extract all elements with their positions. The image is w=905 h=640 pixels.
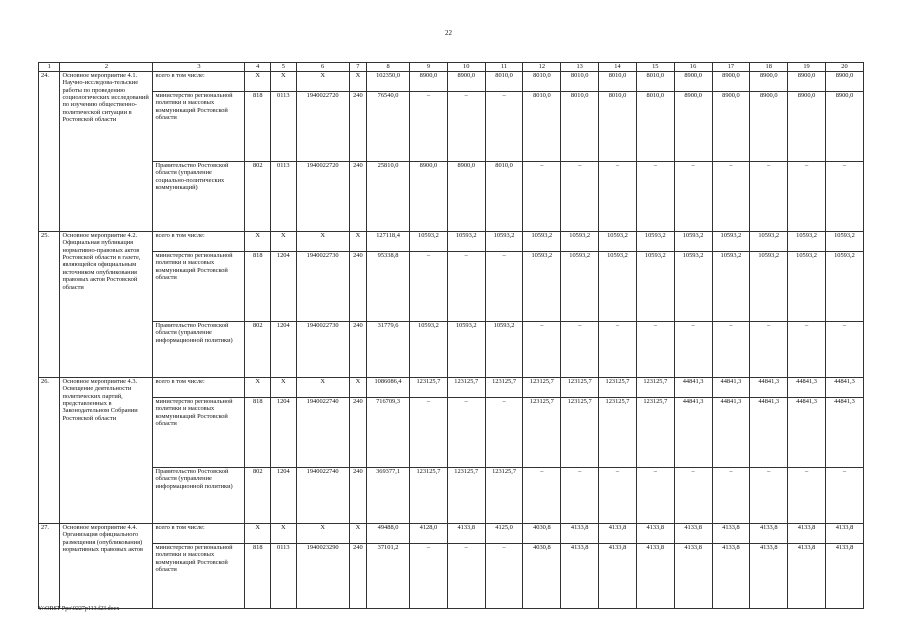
section-code: X [271, 378, 297, 398]
year-amount: 123125,7 [636, 398, 674, 468]
year-amount: – [447, 398, 485, 468]
column-number: 17 [712, 63, 750, 72]
table-row [39, 378, 864, 398]
measure-number: 25. [39, 232, 60, 378]
executor-cell: министерство региональной политики и массовых коммуникаций Ростовской области [153, 92, 245, 162]
year-amount: 8900,0 [674, 92, 712, 162]
year-amount: 4133,8 [674, 544, 712, 609]
column-number: 11 [485, 63, 523, 72]
year-amount: 123125,7 [599, 378, 637, 398]
year-amount: – [599, 322, 637, 378]
year-amount: 8900,0 [788, 72, 826, 92]
year-amount: 10593,2 [523, 252, 561, 322]
year-amount: – [410, 544, 448, 609]
column-number: 4 [245, 63, 271, 72]
year-amount: – [561, 468, 599, 524]
year-amount: 10593,2 [561, 252, 599, 322]
year-amount: 4133,8 [825, 544, 863, 609]
year-amount: 10593,2 [750, 232, 788, 252]
column-number: 3 [153, 63, 245, 72]
total-amount: 102350,0 [367, 72, 410, 92]
year-amount: 8900,0 [447, 72, 485, 92]
grbs-code: 802 [245, 322, 271, 378]
grbs-code: X [245, 232, 271, 252]
column-number: 12 [523, 63, 561, 72]
year-amount: 8010,0 [485, 162, 523, 232]
year-amount: – [750, 322, 788, 378]
year-amount: 8900,0 [712, 72, 750, 92]
expense-type-code: 240 [349, 544, 366, 609]
year-amount: 4133,8 [447, 524, 485, 544]
measure-name: Основное мероприятие 4.3. Освещение деятельности политических партий, представленных в Законодательном Собрании Ростовской области [60, 378, 153, 524]
year-amount: 8010,0 [561, 72, 599, 92]
grbs-code: X [245, 378, 271, 398]
year-amount: – [523, 468, 561, 524]
year-amount: 4133,8 [750, 524, 788, 544]
executor-cell: министерство региональной политики и массовых коммуникаций Ростовской области [153, 398, 245, 468]
year-amount: 10593,2 [712, 252, 750, 322]
table-row [39, 544, 864, 609]
expense-type-code: X [349, 232, 366, 252]
year-amount: – [674, 322, 712, 378]
year-amount: – [410, 92, 448, 162]
grbs-code: 802 [245, 468, 271, 524]
year-amount: 4133,8 [750, 544, 788, 609]
year-amount: 8010,0 [561, 92, 599, 162]
year-amount: – [788, 468, 826, 524]
expense-type-code: X [349, 378, 366, 398]
total-amount: 25810,0 [367, 162, 410, 232]
year-amount: 123125,7 [447, 468, 485, 524]
column-number: 19 [788, 63, 826, 72]
grbs-code: 802 [245, 162, 271, 232]
year-amount: – [712, 322, 750, 378]
year-amount: – [561, 162, 599, 232]
year-amount: 8900,0 [750, 92, 788, 162]
year-amount: 8900,0 [825, 72, 863, 92]
year-amount: – [447, 92, 485, 162]
year-amount: – [447, 252, 485, 322]
year-amount: 4133,8 [636, 524, 674, 544]
total-amount: 37101,2 [367, 544, 410, 609]
year-amount: 44841,3 [674, 378, 712, 398]
year-amount: 8010,0 [636, 72, 674, 92]
year-amount: – [674, 468, 712, 524]
year-amount: 10593,2 [447, 232, 485, 252]
year-amount: 44841,3 [825, 378, 863, 398]
year-amount: 123125,7 [523, 378, 561, 398]
year-amount: – [410, 252, 448, 322]
section-code: 1204 [271, 322, 297, 378]
column-number: 15 [636, 63, 674, 72]
target-article-code: 1940022730 [296, 252, 349, 322]
year-amount: 10593,2 [485, 232, 523, 252]
expense-type-code: 240 [349, 468, 366, 524]
year-amount: – [410, 398, 448, 468]
section-code: 1204 [271, 398, 297, 468]
year-amount: – [636, 162, 674, 232]
year-amount: 4133,8 [825, 524, 863, 544]
year-amount: 4030,8 [523, 524, 561, 544]
year-amount: 123125,7 [636, 378, 674, 398]
target-article-code: 1940022720 [296, 162, 349, 232]
expense-type-code: 240 [349, 322, 366, 378]
year-amount: 10593,2 [674, 252, 712, 322]
section-code: 0113 [271, 92, 297, 162]
year-amount: 4125,0 [485, 524, 523, 544]
year-amount: 8010,0 [523, 92, 561, 162]
year-amount: 44841,3 [712, 378, 750, 398]
year-amount: – [674, 162, 712, 232]
column-number: 10 [447, 63, 485, 72]
year-amount: 8010,0 [523, 72, 561, 92]
column-number-row [39, 63, 864, 72]
year-amount: 4133,8 [788, 544, 826, 609]
total-amount: 49488,0 [367, 524, 410, 544]
year-amount: 10593,2 [750, 252, 788, 322]
grbs-code: X [245, 72, 271, 92]
year-amount: 10593,2 [485, 322, 523, 378]
year-amount: 123125,7 [485, 468, 523, 524]
column-number: 2 [60, 63, 153, 72]
year-amount: 8900,0 [712, 92, 750, 162]
grbs-code: 818 [245, 398, 271, 468]
year-amount: 10593,2 [788, 232, 826, 252]
year-amount: 44841,3 [788, 398, 826, 468]
table-row [39, 524, 864, 544]
year-amount: 8900,0 [447, 162, 485, 232]
grbs-code: 818 [245, 252, 271, 322]
section-code: 0113 [271, 544, 297, 609]
year-amount: 10593,2 [674, 232, 712, 252]
expense-type-code: 240 [349, 162, 366, 232]
year-amount: 10593,2 [447, 322, 485, 378]
total-amount: 95338,8 [367, 252, 410, 322]
year-amount: 8010,0 [599, 92, 637, 162]
year-amount: 10593,2 [523, 232, 561, 252]
year-amount: 10593,2 [410, 232, 448, 252]
column-number: 18 [750, 63, 788, 72]
year-amount: 8010,0 [636, 92, 674, 162]
year-amount: 8900,0 [750, 72, 788, 92]
budget-table [38, 62, 864, 609]
measure-number: 26. [39, 378, 60, 524]
year-amount: 4133,8 [561, 524, 599, 544]
year-amount: – [599, 162, 637, 232]
year-amount: – [788, 322, 826, 378]
year-amount: 44841,3 [825, 398, 863, 468]
target-article-code: 1940022740 [296, 398, 349, 468]
executor-cell: Правительство Ростовской области (управление информационной политики) [153, 322, 245, 378]
executor-cell: всего в том числе: [153, 524, 245, 544]
year-amount: 8900,0 [410, 162, 448, 232]
section-code: 0113 [271, 162, 297, 232]
year-amount: 4133,8 [561, 544, 599, 609]
year-amount: 4133,8 [788, 524, 826, 544]
year-amount: – [485, 398, 523, 468]
year-amount: – [485, 252, 523, 322]
year-amount: 123125,7 [561, 398, 599, 468]
year-amount: 4133,8 [599, 544, 637, 609]
column-number: 1 [39, 63, 60, 72]
measure-number: 24. [39, 72, 60, 232]
year-amount: – [825, 162, 863, 232]
expense-type-code: X [349, 72, 366, 92]
year-amount: 123125,7 [485, 378, 523, 398]
year-amount: – [712, 162, 750, 232]
target-article-code: 1940022720 [296, 92, 349, 162]
year-amount: 4133,8 [712, 544, 750, 609]
page-number: 22 [445, 29, 452, 37]
year-amount: – [485, 92, 523, 162]
target-article-code: X [296, 524, 349, 544]
measure-name: Основное мероприятие 4.2. Официальная публикация нормативно-правовых актов Ростовской области в газете, являющейся официальным источником опубликования правовых актов Ростовской области [60, 232, 153, 378]
section-code: 1204 [271, 468, 297, 524]
year-amount: 10593,2 [636, 252, 674, 322]
executor-cell: министерство региональной политики и массовых коммуникаций Ростовской области [153, 544, 245, 609]
executor-cell: всего в том числе: [153, 232, 245, 252]
year-amount: 8900,0 [674, 72, 712, 92]
target-article-code: X [296, 72, 349, 92]
column-number: 16 [674, 63, 712, 72]
year-amount: 4030,8 [523, 544, 561, 609]
year-amount: 44841,3 [750, 378, 788, 398]
expense-type-code: 240 [349, 252, 366, 322]
year-amount: 10593,2 [410, 322, 448, 378]
total-amount: 31779,6 [367, 322, 410, 378]
target-article-code: 1940023290 [296, 544, 349, 609]
column-number: 14 [599, 63, 637, 72]
year-amount: – [523, 162, 561, 232]
column-number: 6 [296, 63, 349, 72]
table-row [39, 162, 864, 232]
year-amount: 10593,2 [825, 252, 863, 322]
year-amount: 4133,8 [674, 524, 712, 544]
column-number: 8 [367, 63, 410, 72]
table-row [39, 232, 864, 252]
year-amount: 8900,0 [825, 92, 863, 162]
year-amount: 10593,2 [636, 232, 674, 252]
year-amount: 10593,2 [599, 252, 637, 322]
year-amount: – [447, 544, 485, 609]
table-row [39, 398, 864, 468]
column-number: 20 [825, 63, 863, 72]
column-number: 7 [349, 63, 366, 72]
grbs-code: 818 [245, 544, 271, 609]
table-row [39, 72, 864, 92]
table-row [39, 322, 864, 378]
section-code: X [271, 232, 297, 252]
year-amount: 8900,0 [788, 92, 826, 162]
year-amount: 123125,7 [599, 398, 637, 468]
table-row [39, 252, 864, 322]
column-number: 13 [561, 63, 599, 72]
measure-name: Основное мероприятие 4.1. Научно-исследова-тельские работы по проведению социологических исследований по изучению общественно-политической ситуации в Ростовской области [60, 72, 153, 232]
target-article-code: X [296, 232, 349, 252]
year-amount: 123125,7 [410, 378, 448, 398]
table-row [39, 92, 864, 162]
grbs-code: 818 [245, 92, 271, 162]
year-amount: 44841,3 [788, 378, 826, 398]
year-amount: 10593,2 [788, 252, 826, 322]
year-amount: – [712, 468, 750, 524]
column-number: 5 [271, 63, 297, 72]
total-amount: 127118,4 [367, 232, 410, 252]
year-amount: 10593,2 [825, 232, 863, 252]
executor-cell: всего в том числе: [153, 378, 245, 398]
year-amount: 123125,7 [447, 378, 485, 398]
total-amount: 1086086,4 [367, 378, 410, 398]
section-code: X [271, 524, 297, 544]
year-amount: – [523, 322, 561, 378]
expense-type-code: X [349, 524, 366, 544]
year-amount: 8900,0 [410, 72, 448, 92]
year-amount: 10593,2 [712, 232, 750, 252]
measure-name: Основное мероприятие 4.4. Организация официального размещения (опубликования) нормативных правовых актов [60, 524, 153, 609]
section-code: 1204 [271, 252, 297, 322]
year-amount: – [485, 544, 523, 609]
year-amount: – [636, 322, 674, 378]
column-number: 9 [410, 63, 448, 72]
year-amount: – [750, 468, 788, 524]
executor-cell: Правительство Ростовской области (управление информационной политики) [153, 468, 245, 524]
year-amount: 44841,3 [750, 398, 788, 468]
grbs-code: X [245, 524, 271, 544]
year-amount: – [636, 468, 674, 524]
year-amount: 4133,8 [712, 524, 750, 544]
year-amount: 4133,8 [599, 524, 637, 544]
year-amount: 123125,7 [523, 398, 561, 468]
executor-cell: министерство региональной политики и массовых коммуникаций Ростовской области [153, 252, 245, 322]
table-row [39, 468, 864, 524]
year-amount: – [750, 162, 788, 232]
expense-type-code: 240 [349, 398, 366, 468]
year-amount: 10593,2 [561, 232, 599, 252]
year-amount: – [788, 162, 826, 232]
year-amount: 8010,0 [599, 72, 637, 92]
executor-cell: всего в том числе: [153, 72, 245, 92]
year-amount: 123125,7 [410, 468, 448, 524]
year-amount: 8010,0 [485, 72, 523, 92]
year-amount: 44841,3 [712, 398, 750, 468]
executor-cell: Правительство Ростовской области (управление социально-политических коммуникаций) [153, 162, 245, 232]
measure-number: 27. [39, 524, 60, 609]
year-amount: – [825, 322, 863, 378]
expense-type-code: 240 [349, 92, 366, 162]
year-amount: 10593,2 [599, 232, 637, 252]
total-amount: 76540,0 [367, 92, 410, 162]
year-amount: – [825, 468, 863, 524]
year-amount: – [599, 468, 637, 524]
section-code: X [271, 72, 297, 92]
total-amount: 716709,3 [367, 398, 410, 468]
target-article-code: X [296, 378, 349, 398]
year-amount: – [561, 322, 599, 378]
year-amount: 4133,8 [636, 544, 674, 609]
year-amount: 44841,3 [674, 398, 712, 468]
year-amount: 4128,0 [410, 524, 448, 544]
year-amount: 123125,7 [561, 378, 599, 398]
footer-file-path: Y:\ORST-Ppo\0227p113.f23.docx [38, 606, 120, 612]
target-article-code: 1940022740 [296, 468, 349, 524]
total-amount: 369377,1 [367, 468, 410, 524]
target-article-code: 1940022730 [296, 322, 349, 378]
